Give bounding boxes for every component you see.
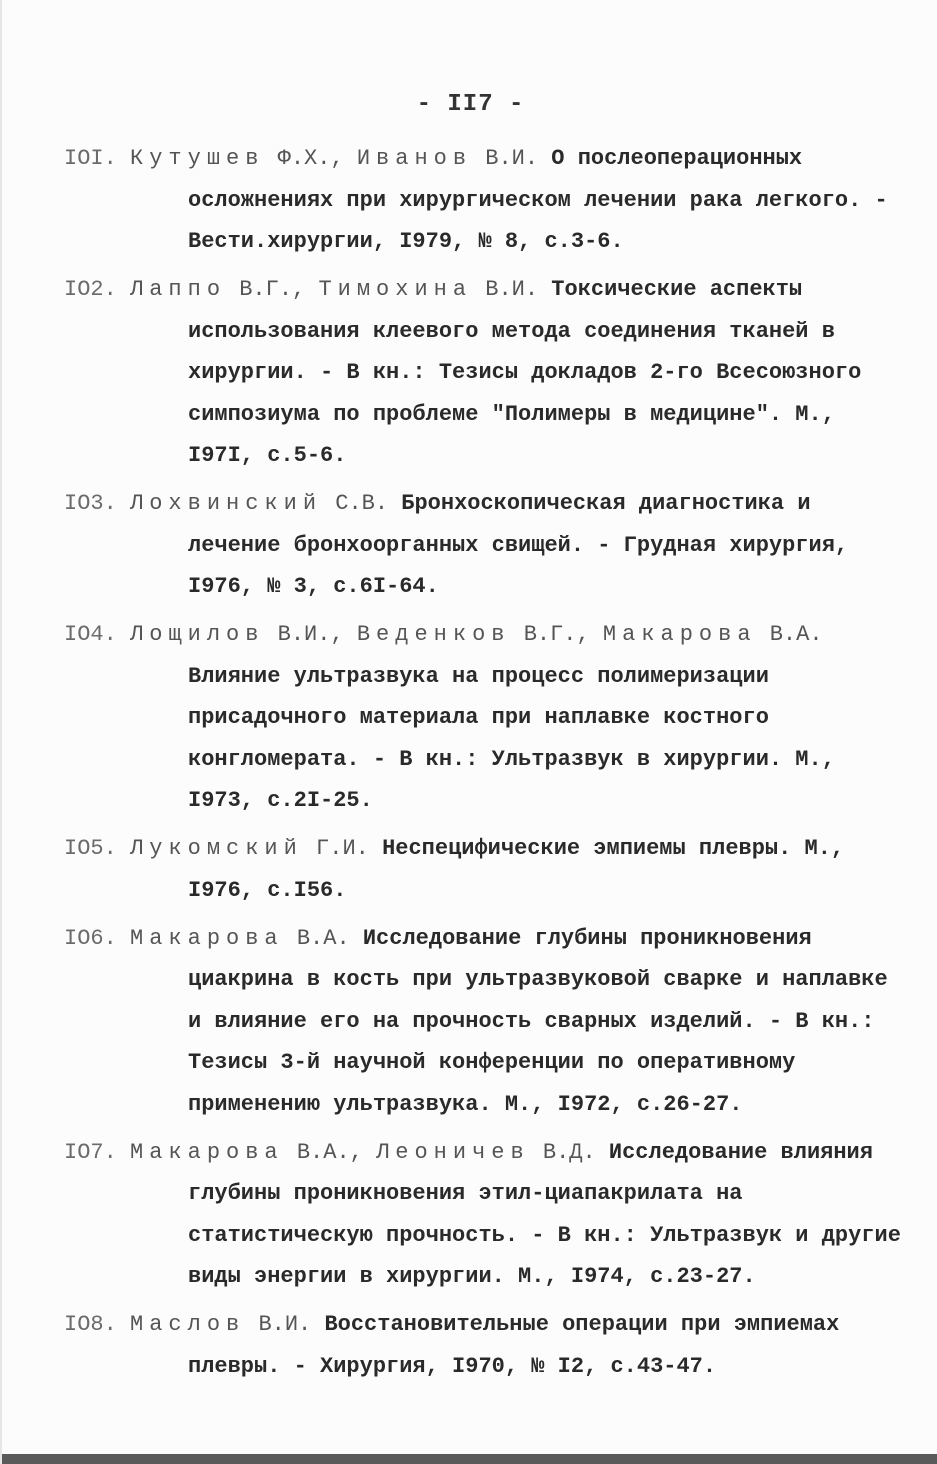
page-number: - II7 - (416, 91, 525, 118)
author-surname: Лощилов (130, 622, 265, 647)
reference-number: IO4. (64, 622, 117, 647)
author-surname: Маслов (130, 1312, 246, 1337)
author-initials: В.И. (258, 1312, 312, 1337)
author-surname: Тимохина (318, 277, 473, 302)
reference-text: Восстановительные операции при эмпиемах плевры. - Хирургия, I970, № I2, с.43-47. (188, 1312, 840, 1379)
author-surname: Лохвинский (130, 491, 323, 516)
author-surname: Лукомский (130, 836, 303, 861)
reference-number: IO8. (64, 1312, 117, 1337)
author-initials: Г.И. (316, 836, 369, 861)
author-initials: В.Г., (239, 277, 306, 302)
reference-number: IO6. (64, 925, 117, 951)
author-initials: Ф.Х., (277, 146, 344, 171)
reference-number: IO7. (64, 1139, 117, 1165)
author-surname: Макарова (602, 622, 757, 647)
author-surname: Кутушев (130, 146, 265, 171)
author-initials: В.А., (296, 1139, 363, 1165)
reference-item (64, 828, 904, 911)
author-initials: В.Д. (542, 1139, 596, 1165)
reference-item (64, 614, 904, 822)
reference-item (64, 138, 904, 263)
author-surname: Макарова (130, 925, 284, 951)
reference-item (64, 1132, 904, 1298)
scan-bottom-edge (2, 1454, 937, 1464)
reference-text: Исследование влияния глубины проникновения этил-циапакрилата на статистическую прочность. - В кн.: Ультразвук и другие виды энергии в хирургии. М., I974, с.23-27. (188, 1139, 901, 1289)
author-initials: В.А. (296, 925, 350, 951)
reference-number: IO2. (64, 277, 117, 302)
reference-text: Неспецифические эмпиемы плевры. М., I976, с.I56. (188, 836, 845, 903)
reference-item (64, 918, 904, 1126)
reference-item (64, 269, 904, 477)
reference-item (64, 1304, 904, 1387)
author-initials: В.Г., (523, 622, 590, 647)
reference-list (64, 138, 904, 1394)
author-surname: Веденков (356, 622, 511, 647)
author-surname: Макарова (130, 1139, 284, 1165)
author-initials: С.В. (335, 491, 389, 516)
reference-text: Токсические аспекты использования клеевого метода соединения тканей в хирургии. - В кн.: Тезисы докладов 2-го Всесоюзного симпозиума по проблеме "Полимеры в медицине". М., I97I, с.5-6. (188, 277, 862, 468)
author-initials: В.И. (485, 277, 539, 302)
reference-item (64, 483, 904, 608)
reference-text: О послеоперационных осложнениях при хирургическом лечении рака легкого. - Вести.хирургии, I979, № 8, с.3-6. (188, 146, 888, 254)
reference-text: Исследование глубины проникновения циакрина в кость при ультразвуковой сварке и наплавке и влияние его на прочность сварных изделий. - В кн.: Тезисы 3-й научной конференции по оперативному применению ультразвука. М., I972, с.26-27. (188, 925, 888, 1117)
author-surname: Леоничев (376, 1139, 530, 1165)
reference-number: IOI. (64, 146, 117, 171)
author-initials: В.И. (485, 146, 539, 171)
reference-text: Влияние ультразвука на процесс полимеризации присадочного материала при наплавке костного конгломерата. - В кн.: Ультразвук в хирургии. М., I973, с.2I-25. (188, 663, 835, 813)
author-surname: Иванов (356, 146, 473, 171)
author-initials: В.А. (769, 622, 823, 647)
author-surname: Лаппо (130, 277, 227, 302)
author-initials: В.И., (277, 622, 344, 647)
reference-text: Бронхоскопическая диагностика и лечение бронхоорганных свищей. - Грудная хирургия, I976, № 3, с.6I-64. (188, 491, 849, 599)
reference-number: IO5. (64, 836, 117, 861)
reference-number: IO3. (64, 491, 117, 516)
